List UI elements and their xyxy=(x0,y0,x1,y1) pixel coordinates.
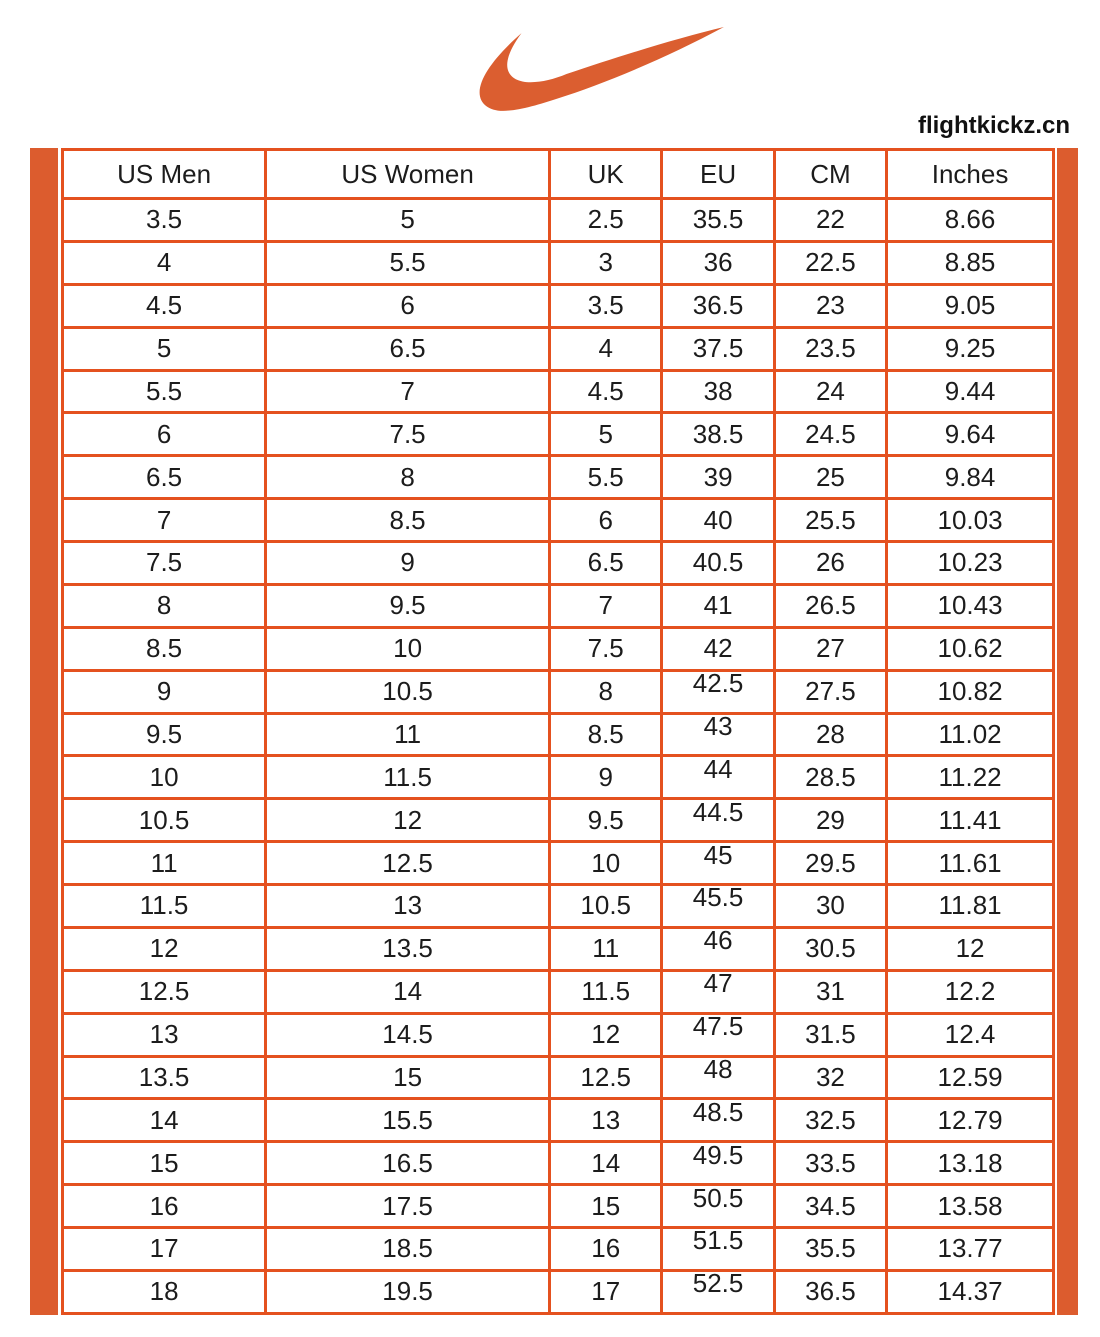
column-header: US Women xyxy=(266,150,550,199)
table-row xyxy=(63,542,1054,585)
table-cell: 6.5 xyxy=(63,456,266,499)
table-row xyxy=(63,799,1054,842)
table-cell: 7 xyxy=(266,370,550,413)
table-cell: 41 xyxy=(662,584,774,627)
table-cell: 35.5 xyxy=(662,199,774,242)
table-cell: 3.5 xyxy=(550,284,662,327)
table-cell: 52.5 xyxy=(662,1270,774,1313)
table-row xyxy=(63,756,1054,799)
table-cell: 31 xyxy=(774,970,886,1013)
table-row xyxy=(63,584,1054,627)
table-cell: 5 xyxy=(63,327,266,370)
table-cell: 39 xyxy=(662,456,774,499)
right-accent-bar xyxy=(1057,148,1078,1315)
table-cell: 10.5 xyxy=(266,670,550,713)
table-row xyxy=(63,327,1054,370)
table-cell: 6 xyxy=(550,499,662,542)
table-row xyxy=(63,970,1054,1013)
table-cell: 8.85 xyxy=(887,241,1054,284)
table-cell: 10.23 xyxy=(887,542,1054,585)
table-cell: 25.5 xyxy=(774,499,886,542)
table-cell: 9.64 xyxy=(887,413,1054,456)
table-cell: 15.5 xyxy=(266,1099,550,1142)
table-row xyxy=(63,713,1054,756)
table-cell: 28.5 xyxy=(774,756,886,799)
table-cell: 45.5 xyxy=(662,885,774,928)
table-row xyxy=(63,499,1054,542)
table-row xyxy=(63,927,1054,970)
table-cell: 30.5 xyxy=(774,927,886,970)
table-cell: 9 xyxy=(550,756,662,799)
table-cell: 10.43 xyxy=(887,584,1054,627)
table-cell: 10 xyxy=(550,842,662,885)
table-cell: 3 xyxy=(550,241,662,284)
table-cell: 13 xyxy=(550,1099,662,1142)
table-cell: 14 xyxy=(550,1142,662,1185)
table-cell: 12.4 xyxy=(887,1013,1054,1056)
table-cell: 4.5 xyxy=(63,284,266,327)
table-cell: 14 xyxy=(63,1099,266,1142)
table-cell: 6.5 xyxy=(550,542,662,585)
table-cell: 15 xyxy=(550,1185,662,1228)
table-cell: 47.5 xyxy=(662,1013,774,1056)
table-row xyxy=(63,842,1054,885)
table-cell: 28 xyxy=(774,713,886,756)
table-cell: 37.5 xyxy=(662,327,774,370)
table-cell: 12.2 xyxy=(887,970,1054,1013)
table-cell: 7.5 xyxy=(550,627,662,670)
table-cell: 24.5 xyxy=(774,413,886,456)
table-cell: 17 xyxy=(550,1270,662,1313)
table-cell: 4.5 xyxy=(550,370,662,413)
table-cell: 30 xyxy=(774,885,886,928)
table-cell: 10.5 xyxy=(550,885,662,928)
table-cell: 9.5 xyxy=(63,713,266,756)
table-cell: 11 xyxy=(550,927,662,970)
table-cell: 36 xyxy=(662,241,774,284)
table-row xyxy=(63,241,1054,284)
table-cell: 6 xyxy=(63,413,266,456)
table-cell: 8 xyxy=(63,584,266,627)
table-row xyxy=(63,627,1054,670)
size-conversion-table xyxy=(61,148,1055,1315)
table-cell: 40 xyxy=(662,499,774,542)
table-cell: 38.5 xyxy=(662,413,774,456)
table-cell: 12.59 xyxy=(887,1056,1054,1099)
table-cell: 6 xyxy=(266,284,550,327)
table-cell: 18 xyxy=(63,1270,266,1313)
table-cell: 12 xyxy=(266,799,550,842)
table-row xyxy=(63,670,1054,713)
table-cell: 13 xyxy=(63,1013,266,1056)
site-watermark: flightkickz.cn xyxy=(917,112,1070,139)
table-cell: 44.5 xyxy=(662,799,774,842)
table-row xyxy=(63,885,1054,928)
table-cell: 9.5 xyxy=(550,799,662,842)
table-cell: 9 xyxy=(63,670,266,713)
table-row xyxy=(63,1056,1054,1099)
table-cell: 11.5 xyxy=(63,885,266,928)
table-cell: 48 xyxy=(662,1056,774,1099)
table-cell: 16 xyxy=(550,1228,662,1271)
table-cell: 11.81 xyxy=(887,885,1054,928)
table-cell: 13.77 xyxy=(887,1228,1054,1271)
table-cell: 35.5 xyxy=(774,1228,886,1271)
table-cell: 8 xyxy=(550,670,662,713)
table-cell: 11.22 xyxy=(887,756,1054,799)
table-cell: 11.5 xyxy=(550,970,662,1013)
table-cell: 15 xyxy=(63,1142,266,1185)
table-cell: 36.5 xyxy=(662,284,774,327)
table-cell: 17 xyxy=(63,1228,266,1271)
table-cell: 11.41 xyxy=(887,799,1054,842)
table-cell: 7.5 xyxy=(63,542,266,585)
table-cell: 11.61 xyxy=(887,842,1054,885)
table-cell: 16.5 xyxy=(266,1142,550,1185)
table-cell: 5.5 xyxy=(550,456,662,499)
column-header: US Men xyxy=(63,150,266,199)
table-cell: 17.5 xyxy=(266,1185,550,1228)
table-row xyxy=(63,413,1054,456)
header-row xyxy=(63,150,1054,199)
table-cell: 32 xyxy=(774,1056,886,1099)
table-cell: 12.5 xyxy=(550,1056,662,1099)
table-cell: 4 xyxy=(63,241,266,284)
table-cell: 5 xyxy=(266,199,550,242)
table-cell: 10.82 xyxy=(887,670,1054,713)
table-cell: 45 xyxy=(662,842,774,885)
table-row xyxy=(63,1142,1054,1185)
table-cell: 10.03 xyxy=(887,499,1054,542)
table-cell: 5.5 xyxy=(266,241,550,284)
table-cell: 10 xyxy=(63,756,266,799)
table-cell: 42.5 xyxy=(662,670,774,713)
table-body xyxy=(63,199,1054,1314)
table-cell: 12 xyxy=(887,927,1054,970)
table-row xyxy=(63,284,1054,327)
table-cell: 12.5 xyxy=(63,970,266,1013)
table-row xyxy=(63,1185,1054,1228)
table-cell: 25 xyxy=(774,456,886,499)
table-cell: 29 xyxy=(774,799,886,842)
table-cell: 16 xyxy=(63,1185,266,1228)
table-cell: 23 xyxy=(774,284,886,327)
table-cell: 27 xyxy=(774,627,886,670)
table-cell: 13.18 xyxy=(887,1142,1054,1185)
table-cell: 8.66 xyxy=(887,199,1054,242)
table-cell: 26 xyxy=(774,542,886,585)
table-cell: 8.5 xyxy=(266,499,550,542)
left-accent-bar xyxy=(30,148,58,1315)
table-cell: 13.5 xyxy=(266,927,550,970)
table-cell: 8.5 xyxy=(550,713,662,756)
table-cell: 36.5 xyxy=(774,1270,886,1313)
table-cell: 11.5 xyxy=(266,756,550,799)
table-cell: 29.5 xyxy=(774,842,886,885)
table-cell: 12 xyxy=(63,927,266,970)
table-cell: 3.5 xyxy=(63,199,266,242)
table-cell: 18.5 xyxy=(266,1228,550,1271)
table-row xyxy=(63,456,1054,499)
column-header: EU xyxy=(662,150,774,199)
table-cell: 11 xyxy=(63,842,266,885)
table-row xyxy=(63,1013,1054,1056)
nike-swoosh-icon xyxy=(452,24,728,120)
table-cell: 9.44 xyxy=(887,370,1054,413)
table-row xyxy=(63,1228,1054,1271)
table-cell: 14.37 xyxy=(887,1270,1054,1313)
table-cell: 48.5 xyxy=(662,1099,774,1142)
table-cell: 9.05 xyxy=(887,284,1054,327)
table-cell: 13 xyxy=(266,885,550,928)
table-cell: 9 xyxy=(266,542,550,585)
table-cell: 10.62 xyxy=(887,627,1054,670)
table-cell: 22 xyxy=(774,199,886,242)
table-cell: 42 xyxy=(662,627,774,670)
table-cell: 8 xyxy=(266,456,550,499)
table-cell: 9.5 xyxy=(266,584,550,627)
table-cell: 7 xyxy=(550,584,662,627)
table-cell: 4 xyxy=(550,327,662,370)
table-row xyxy=(63,199,1054,242)
table-cell: 40.5 xyxy=(662,542,774,585)
table-row xyxy=(63,1099,1054,1142)
table-cell: 9.25 xyxy=(887,327,1054,370)
table-cell: 46 xyxy=(662,927,774,970)
column-header: UK xyxy=(550,150,662,199)
table-cell: 43 xyxy=(662,713,774,756)
table-cell: 34.5 xyxy=(774,1185,886,1228)
table-cell: 49.5 xyxy=(662,1142,774,1185)
table-cell: 12.79 xyxy=(887,1099,1054,1142)
table-cell: 12 xyxy=(550,1013,662,1056)
table-cell: 2.5 xyxy=(550,199,662,242)
table-cell: 47 xyxy=(662,970,774,1013)
table-row xyxy=(63,370,1054,413)
table-cell: 31.5 xyxy=(774,1013,886,1056)
table-cell: 13.5 xyxy=(63,1056,266,1099)
table-cell: 7.5 xyxy=(266,413,550,456)
column-header: CM xyxy=(774,150,886,199)
column-header: Inches xyxy=(887,150,1054,199)
table-cell: 51.5 xyxy=(662,1228,774,1271)
table-cell: 44 xyxy=(662,756,774,799)
table-cell: 26.5 xyxy=(774,584,886,627)
table-cell: 10 xyxy=(266,627,550,670)
table-cell: 23.5 xyxy=(774,327,886,370)
table-cell: 5.5 xyxy=(63,370,266,413)
table-cell: 14.5 xyxy=(266,1013,550,1056)
table-cell: 12.5 xyxy=(266,842,550,885)
table-cell: 11.02 xyxy=(887,713,1054,756)
table-cell: 6.5 xyxy=(266,327,550,370)
table-cell: 33.5 xyxy=(774,1142,886,1185)
table-cell: 22.5 xyxy=(774,241,886,284)
table-cell: 11 xyxy=(266,713,550,756)
table-cell: 32.5 xyxy=(774,1099,886,1142)
table-cell: 38 xyxy=(662,370,774,413)
table-cell: 13.58 xyxy=(887,1185,1054,1228)
table-cell: 27.5 xyxy=(774,670,886,713)
table-cell: 10.5 xyxy=(63,799,266,842)
table-cell: 15 xyxy=(266,1056,550,1099)
table-cell: 24 xyxy=(774,370,886,413)
table-cell: 7 xyxy=(63,499,266,542)
table-cell: 50.5 xyxy=(662,1185,774,1228)
table-cell: 9.84 xyxy=(887,456,1054,499)
table-cell: 19.5 xyxy=(266,1270,550,1313)
table-cell: 14 xyxy=(266,970,550,1013)
size-chart xyxy=(30,148,1078,1315)
table-cell: 8.5 xyxy=(63,627,266,670)
table-cell: 5 xyxy=(550,413,662,456)
table-row xyxy=(63,1270,1054,1313)
